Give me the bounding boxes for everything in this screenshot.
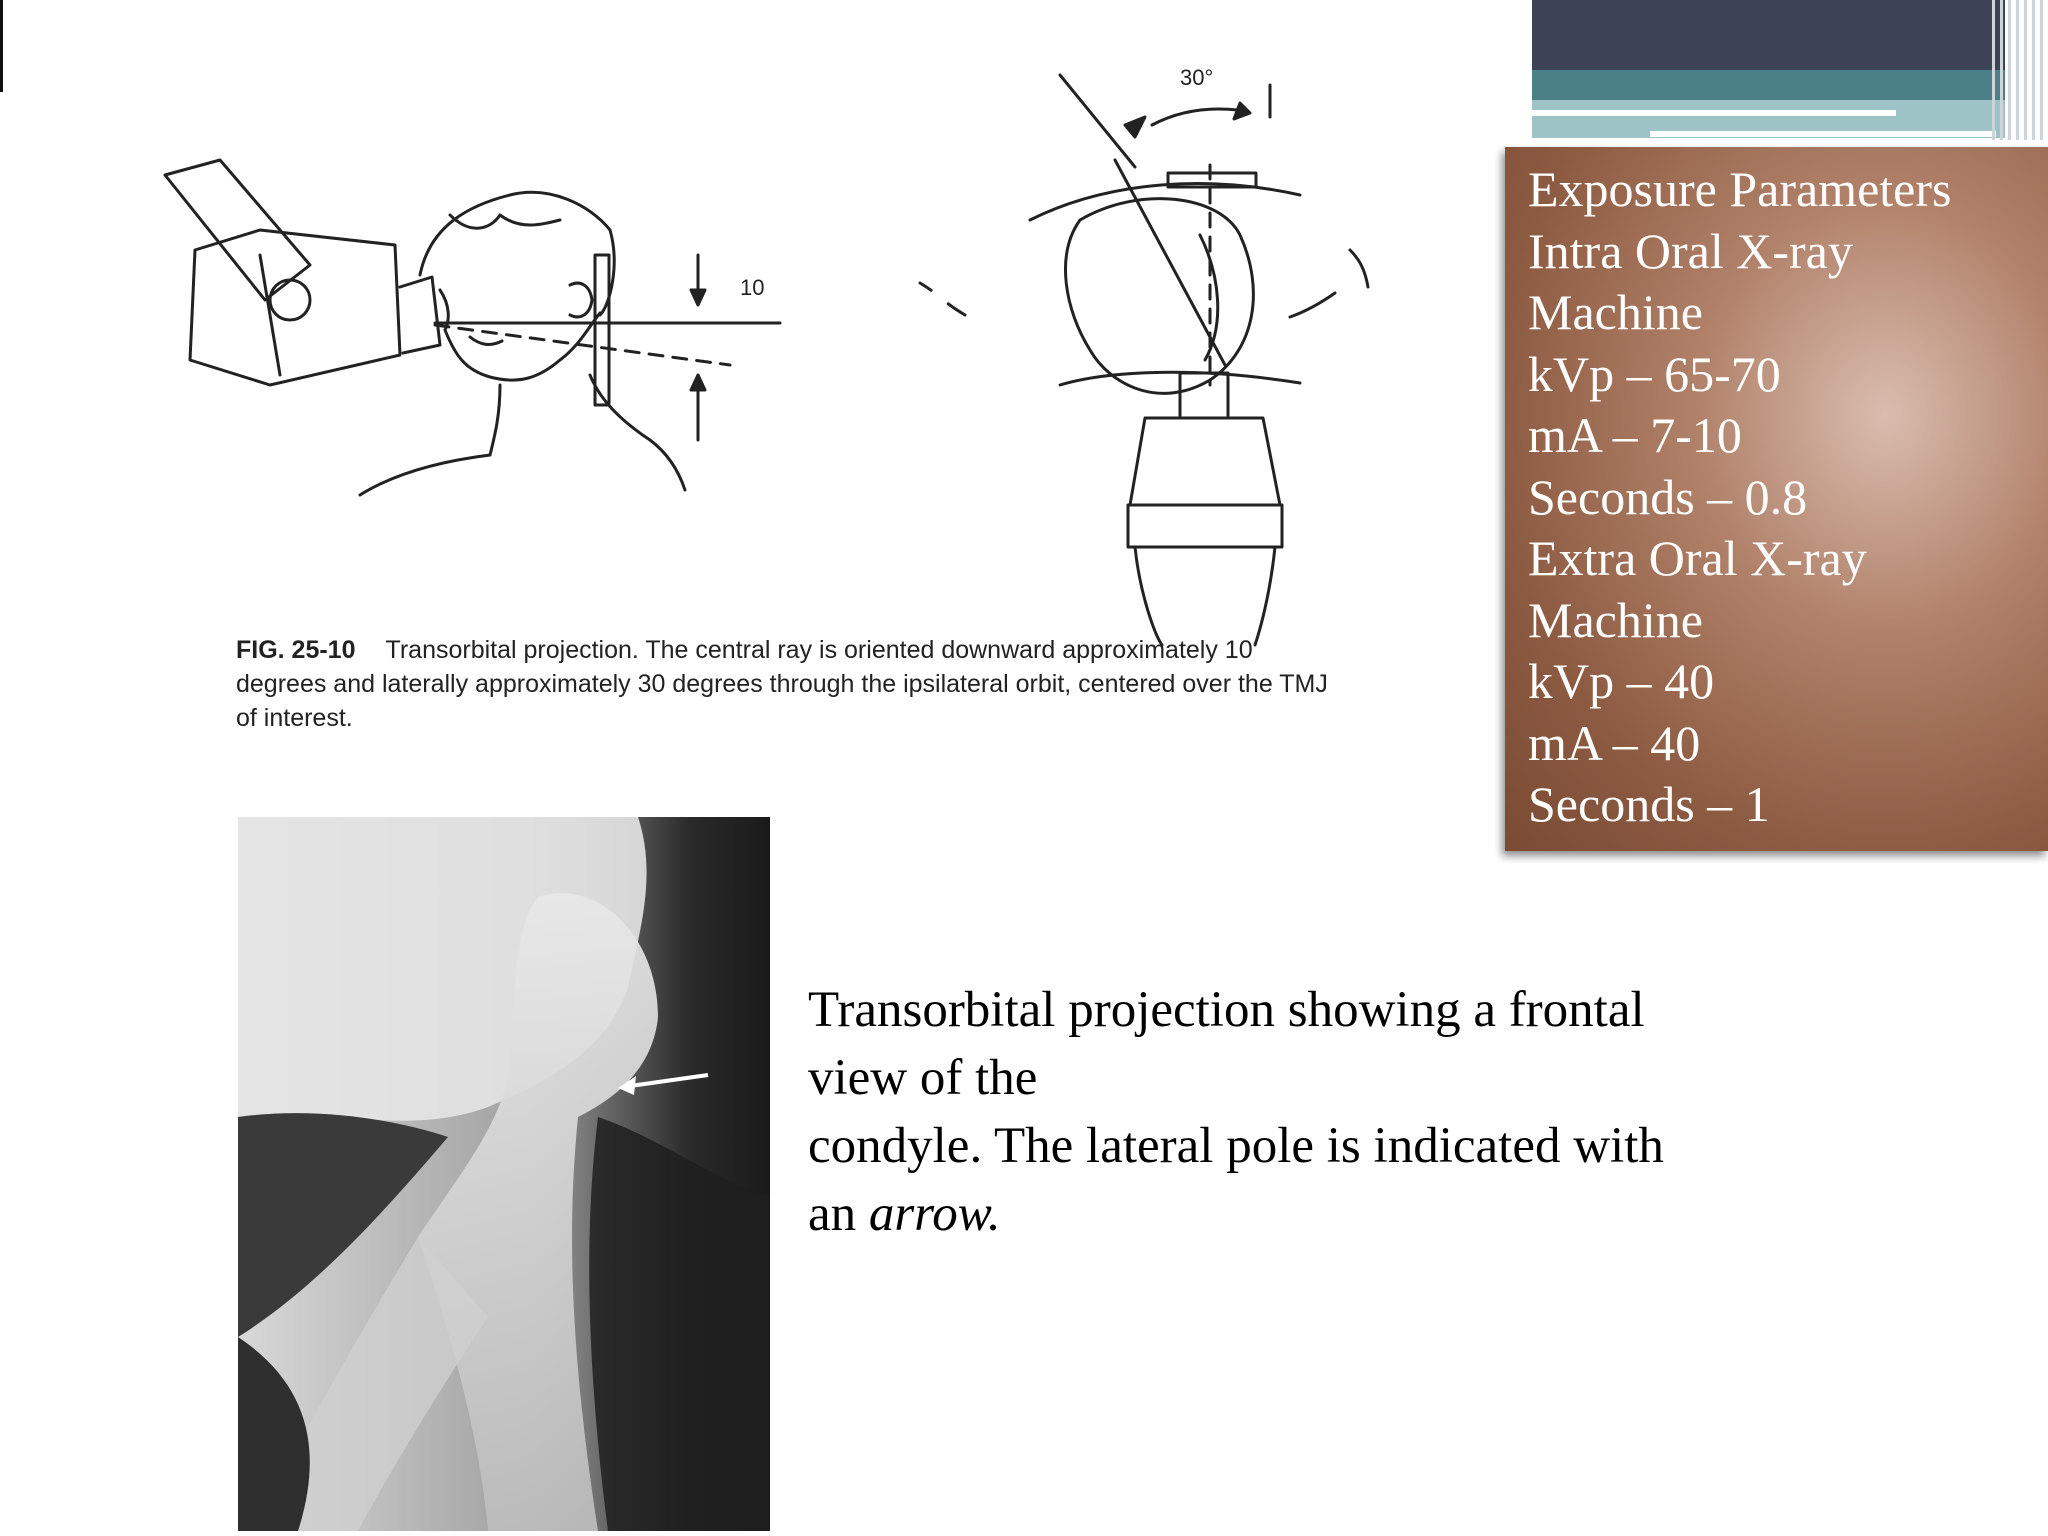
transorbital-diagram <box>150 55 1390 655</box>
param-line: Intra Oral X-ray <box>1528 222 1853 279</box>
radiograph-caption <box>808 976 1818 1248</box>
caption-line: view of the <box>808 1050 1038 1106</box>
xray-tube-side-view <box>165 160 440 385</box>
caption-line <box>808 1180 1818 1248</box>
patient-head-side-view <box>360 192 685 495</box>
caption-text: an <box>808 1186 869 1242</box>
exposure-parameters-box <box>1505 147 2048 851</box>
figure-label: FIG. 25-10 <box>236 636 356 664</box>
top-view-diagram <box>920 65 1368 645</box>
figure-caption <box>236 633 1336 735</box>
caption-italic-text: arrow. <box>868 1186 1001 1242</box>
caption-line: Transorbital projection showing a frontal <box>808 982 1645 1038</box>
param-line: mA – 40 <box>1528 714 1701 771</box>
slide-edge-mark <box>0 0 3 92</box>
param-line: kVp – 40 <box>1528 653 1715 709</box>
tilt-label: 10 <box>740 275 765 300</box>
header-edge-bars <box>1990 0 2048 140</box>
param-line: Seconds – 1 <box>1528 776 1770 832</box>
param-line: mA – 7-10 <box>1528 407 1742 463</box>
header-stripe-teal <box>1532 70 2005 100</box>
header-stripe-dark <box>1532 0 2005 70</box>
header-stripe-line <box>1532 110 1896 116</box>
transorbital-radiograph <box>238 817 770 1531</box>
param-line: kVp – 65-70 <box>1528 345 1781 402</box>
param-line: Seconds – 0.8 <box>1528 468 1808 525</box>
angle-label: 30° <box>1180 65 1214 90</box>
image-receptor-side <box>595 255 609 405</box>
central-ray-angled <box>435 325 730 365</box>
param-line: Machine <box>1528 284 1703 340</box>
caption-line: condyle. The lateral pole is indicated with <box>808 1118 1664 1174</box>
header-stripe-line <box>1650 131 1996 137</box>
figure-caption-text: Transorbital projection. The central ray is oriented downward approximately 10 degrees and laterally approximately 30 degrees through the ipsilateral orbit, centered over the TMJ of interest. <box>236 636 1328 732</box>
param-line: Exposure Parameters <box>1528 161 1952 217</box>
param-line: Extra Oral X-ray <box>1528 530 1867 586</box>
param-line: Machine <box>1528 591 1703 648</box>
